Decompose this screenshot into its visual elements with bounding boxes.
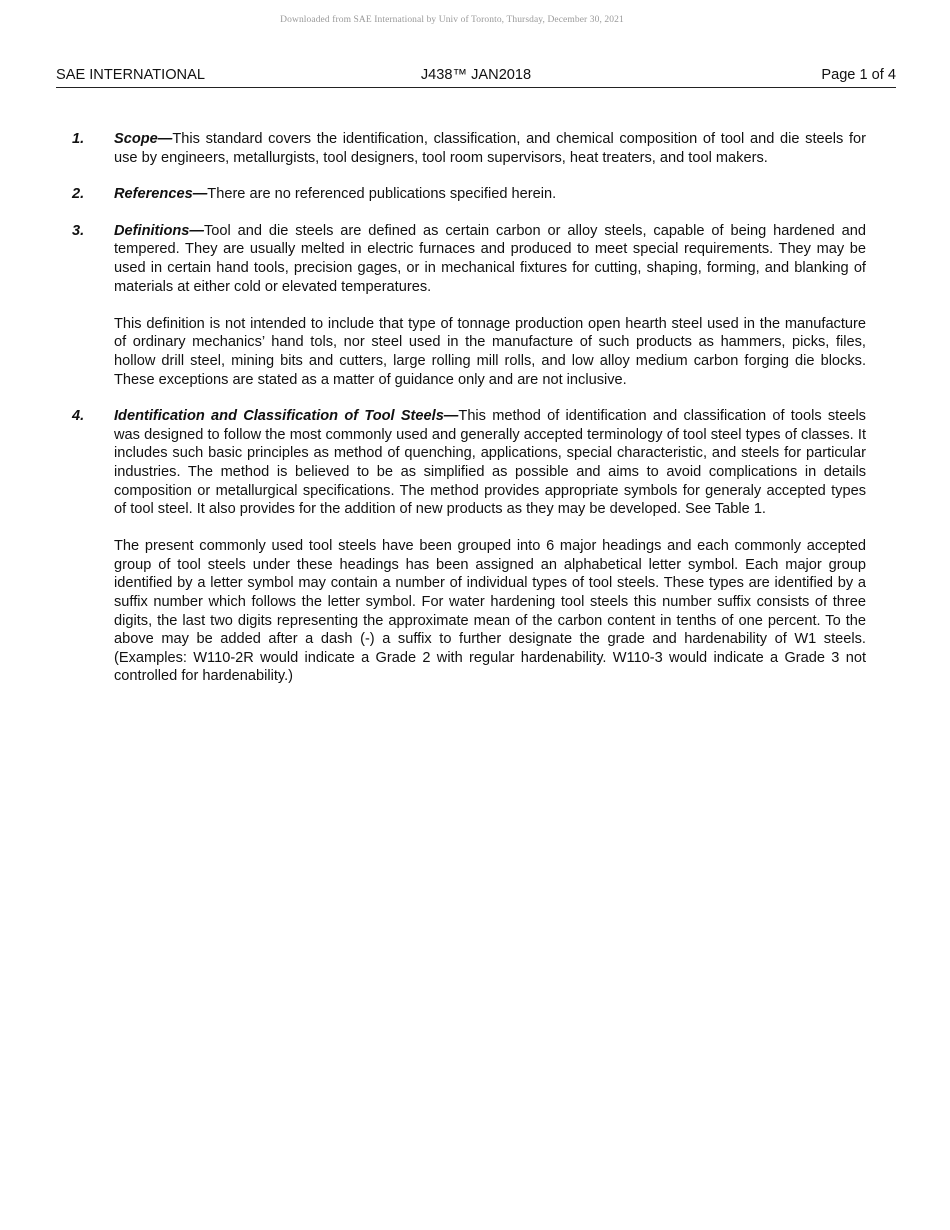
section-definitions bbox=[72, 222, 866, 389]
section-scope bbox=[72, 130, 866, 167]
paragraph-text: There are no referenced publications specified herein. bbox=[207, 186, 557, 203]
section-heading: References— bbox=[114, 186, 208, 203]
section-number: 3. bbox=[72, 222, 85, 239]
section-references bbox=[72, 185, 866, 204]
section-paragraph bbox=[114, 407, 866, 519]
page-header bbox=[56, 67, 896, 88]
organization-name: SAE INTERNATIONAL bbox=[56, 67, 205, 83]
paragraph-text: This method of identification and classification of tools steels was designed to follow the most commonly used and generally accepted terminology of tool steel types of classes. It includes such basic principles as method of quenching, applications, special characteristic, and steels for particular industries. The method is believed to be as simplified as possible and aims to avoid complications in details composition or metallurgical specifications. The method provides appropriate symbols for generaly accepted types of tool steel. It also provides for the addition of new products as they may be developed. See Table 1. bbox=[114, 408, 866, 518]
section-number: 4. bbox=[72, 408, 85, 425]
document-body bbox=[72, 130, 866, 704]
section-heading: Definitions— bbox=[114, 222, 204, 239]
section-heading: Scope— bbox=[114, 131, 173, 147]
download-watermark: Downloaded from SAE International by Univ of Toronto, Thursday, December 30, 2021 bbox=[280, 15, 624, 25]
section-number: 1. bbox=[72, 131, 85, 147]
paragraph-text: Tool and die steels are defined as certain carbon or alloy steels, capable of being hardened and tempered. They are usually melted in electric furnaces and produced to meet special requirements. They may be used in certain hand tools, precision gages, or in mechanical fixtures for cutting, shaping, forming, and blanking of materials at either cold or elevated temperatures. bbox=[114, 222, 866, 295]
section-paragraph bbox=[114, 222, 866, 296]
section-paragraph: The present commonly used tool steels have been grouped into 6 major headings and each commonly accepted group of tool steels under these headings has been assigned an alphabetical letter symbol. Each major group identified by a letter symbol may contain a number of individual types of tool steels. These types are identified by a suffix number which follows the letter symbol. For water hardening tool steels this number suffix consists of three digits, the last two digits representing the approximate mean of the carbon content in tenths of one percent. To the above may be added after a dash (-) a suffix to further designate the grade and hardenability of W1 steels. (Examples: W110-2R would indicate a Grade 2 with regular hardenability. W110-3 would indicate a Grade 3 not controlled for hardenability.) bbox=[114, 538, 866, 685]
page-indicator: Page 1 of 4 bbox=[821, 67, 896, 83]
section-paragraph: This definition is not intended to include that type of tonnage production open hearth steel used in the manufacture of ordinary mechanics’ hand tols, nor steel used in the manufacture of such products as hammers, picks, files, hollow drill steel, mining bits and cutters, large rolling mill rolls, and low alloy medium carbon forging die blocks. These exceptions are stated as a matter of guidance only and are not inclusive. bbox=[114, 315, 866, 388]
section-number: 2. bbox=[72, 186, 85, 203]
section-identification-classification bbox=[72, 407, 866, 686]
paragraph-text: This standard covers the identification, classification, and chemical composition of tool and die steels for use by engineers, metallurgists, tool designers, tool room supervisors, heat treaters, and tool makers. bbox=[114, 131, 866, 166]
section-heading: Identification and Classification of Tool Steels— bbox=[114, 408, 459, 425]
section-paragraph bbox=[114, 185, 866, 204]
document-number: J438™ JAN2018 bbox=[420, 67, 532, 83]
section-paragraph bbox=[114, 130, 866, 167]
